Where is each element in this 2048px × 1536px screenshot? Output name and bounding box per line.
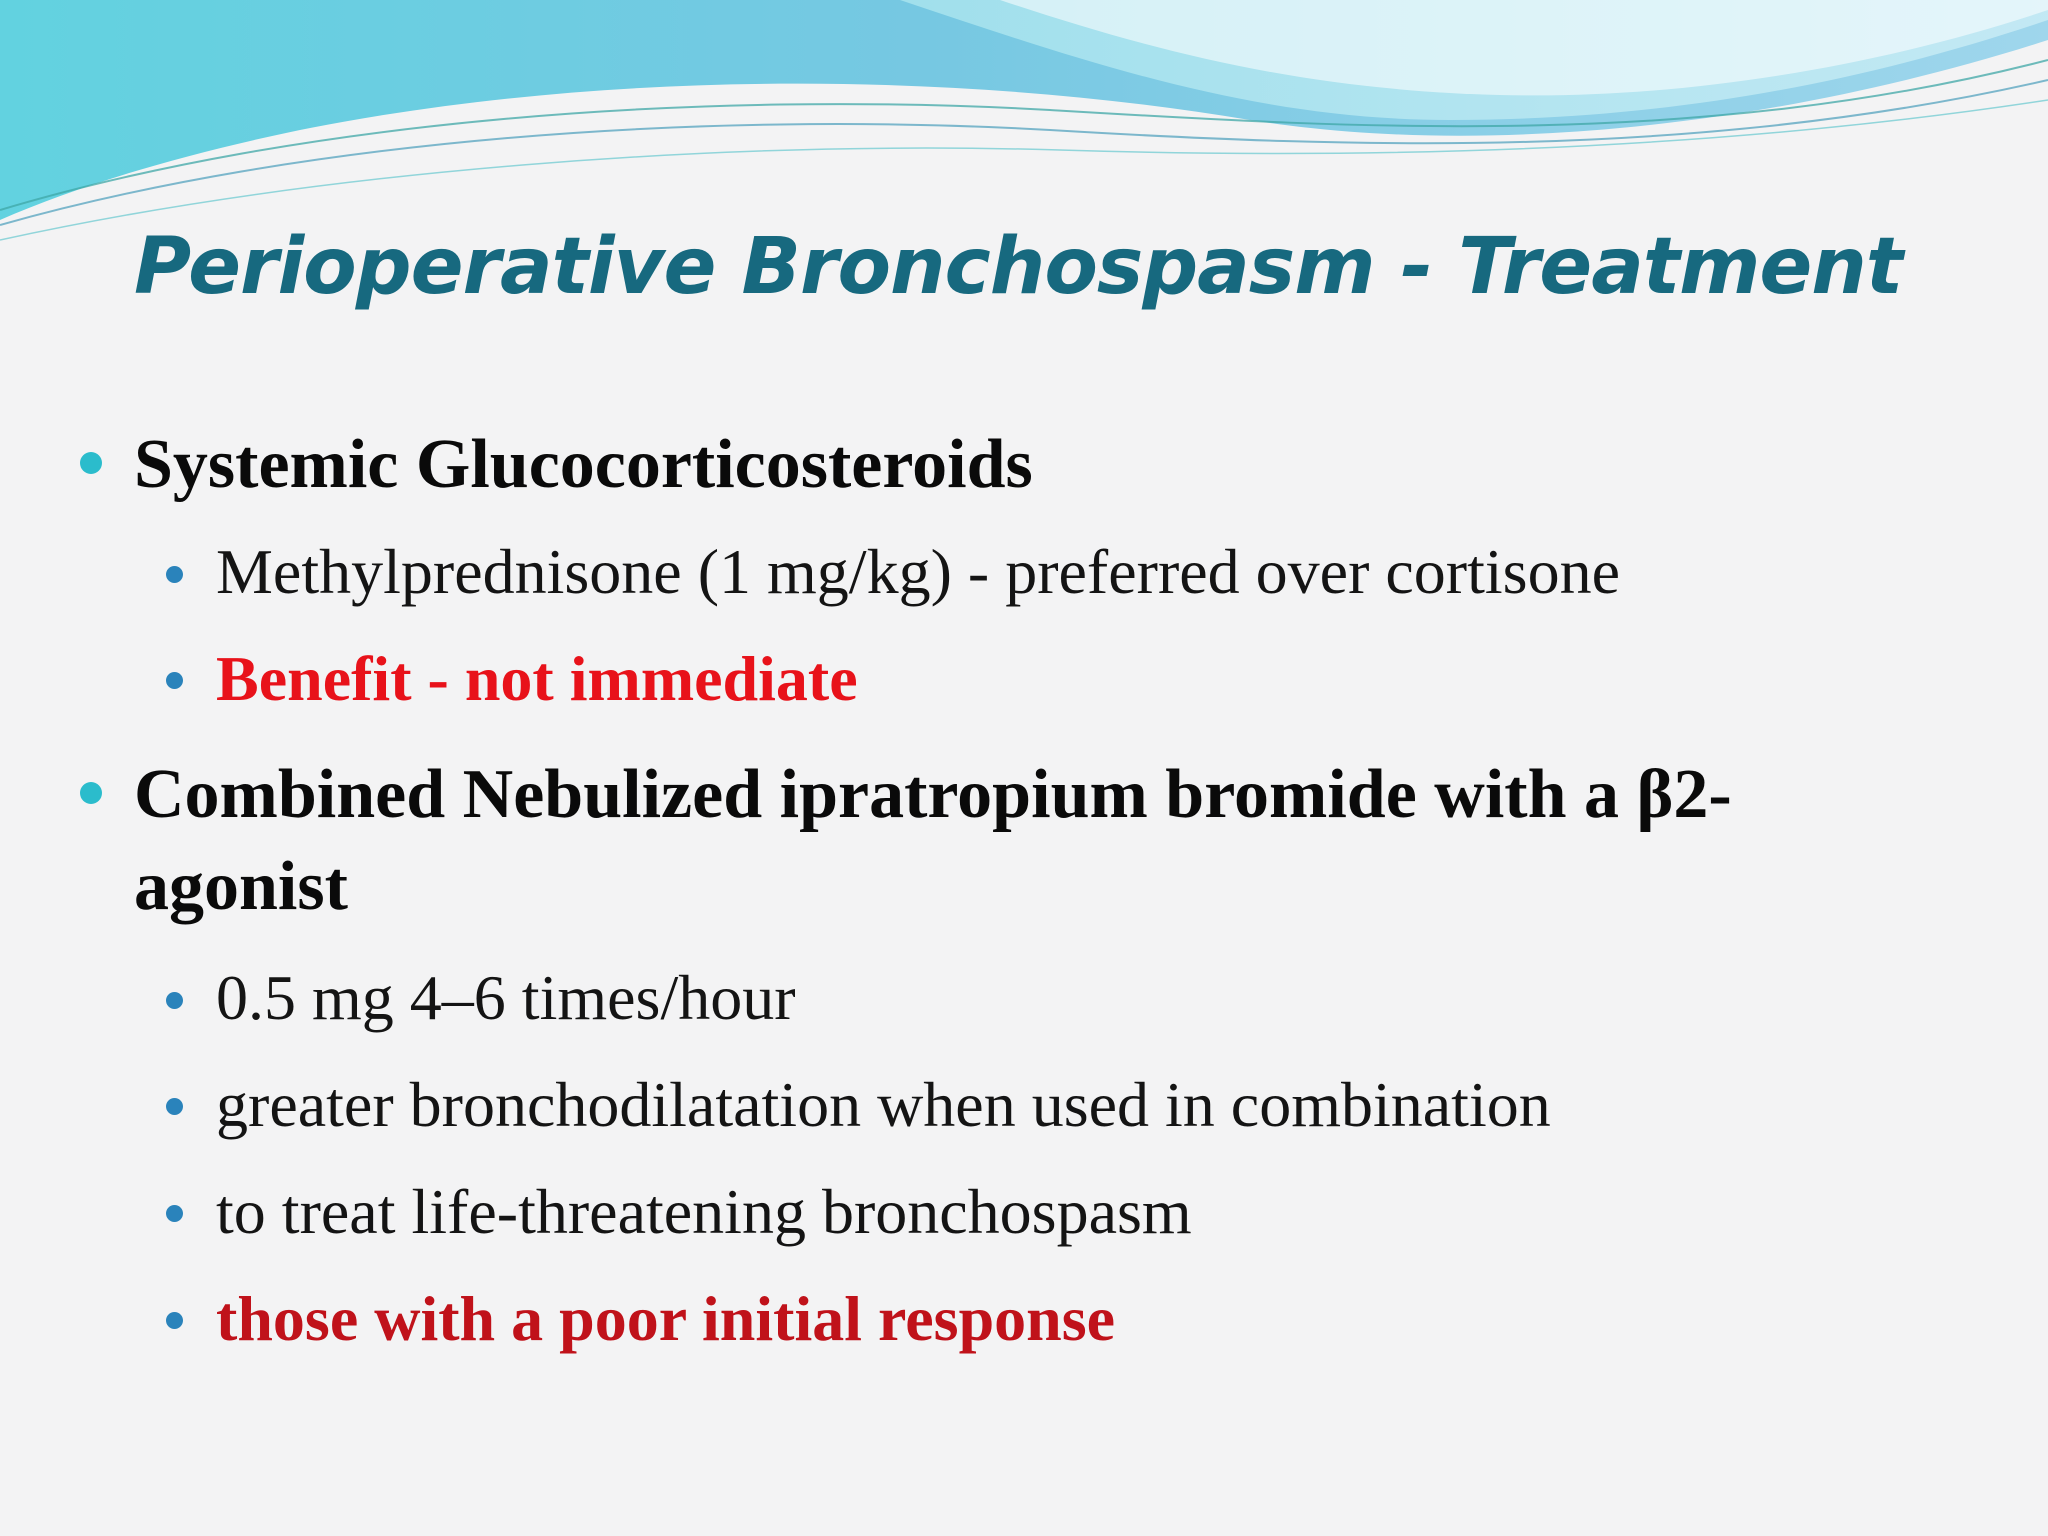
slide-title: Perioperative Bronchospasm - Treatment: [134, 222, 1903, 312]
list-item-text: to treat life-threatening bronchospasm: [216, 1176, 1192, 1247]
bullet-dot-icon: [166, 1098, 183, 1115]
bullet-dot-icon: [166, 992, 183, 1009]
list-item-text: Combined Nebulized ipratropium bromide with a β2-: [134, 756, 1732, 833]
list-item-text: greater bronchodilatation when used in combination: [216, 1069, 1551, 1140]
bullet-dot-icon: [166, 672, 183, 689]
bullet-dot-icon: [80, 452, 102, 474]
list-item-text: 0.5 mg 4–6 times/hour: [216, 962, 796, 1033]
list-item-text: Systemic Glucocorticosteroids: [134, 426, 1033, 503]
list-item-text: those with a poor initial response: [216, 1283, 1116, 1354]
bullet-dot-icon: [80, 782, 102, 804]
bullet-dot-icon: [166, 566, 183, 583]
bullet-dot-icon: [166, 1312, 183, 1329]
list-item-text-continuation: agonist: [134, 848, 348, 925]
decorative-wave-header: [0, 0, 2048, 260]
bullet-dot-icon: [166, 1205, 183, 1222]
list-item-text: Methylprednisone (1 mg/kg) - preferred over cortisone: [216, 536, 1620, 607]
list-item-text: Benefit - not immediate: [216, 643, 858, 714]
